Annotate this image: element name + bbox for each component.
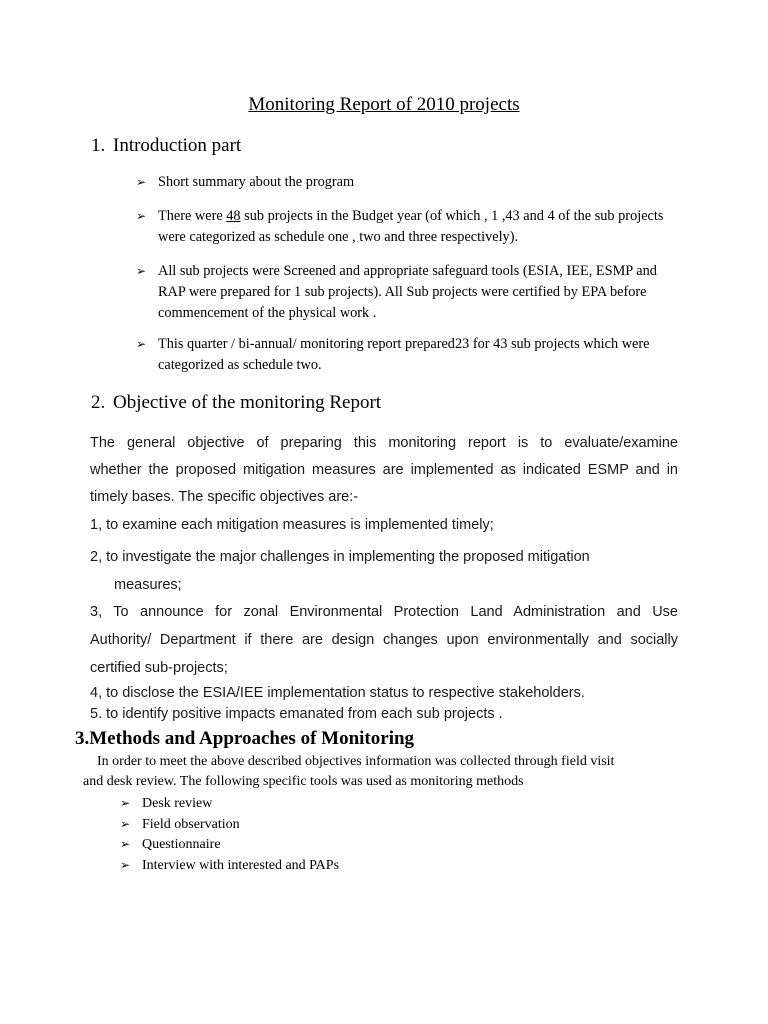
objective-4: 4, to disclose the ESIA/IEE implementation status to respective stakeholders.	[90, 685, 585, 701]
section-3-heading	[75, 728, 414, 750]
arrow-bullet-icon: ➢	[120, 858, 131, 872]
objective-paragraph-line: whether the proposed mitigation measures are implemented as indicated ESMP and in	[90, 462, 678, 478]
objective-3	[90, 598, 678, 682]
section-2-title: Objective of the monitoring Report	[113, 392, 382, 413]
tool-item	[120, 855, 339, 876]
methods-intro	[83, 752, 677, 792]
intro-bullet-4-text: This quarter / bi-annual/ monitoring report prepared23 for 43 sub projects which were categorized as schedule two.	[158, 336, 650, 373]
intro-bullet-1	[136, 172, 676, 193]
tool-label: Interview with interested and PAPs	[142, 858, 340, 873]
objective-paragraph	[90, 430, 678, 511]
section-1-number: 1.	[91, 135, 106, 156]
objective-3-line: 3, To announce for zonal Environmental Protection Land Administration and Use	[90, 604, 678, 620]
arrow-bullet-icon: ➢	[136, 209, 147, 223]
intro-bullet-2	[136, 206, 676, 248]
methods-intro-line: In order to meet the above described objectives information was collected through field visit	[97, 754, 615, 769]
objective-1: 1, to examine each mitigation measures is implemented timely;	[90, 517, 494, 533]
section-2-number: 2.	[91, 392, 106, 413]
arrow-bullet-icon: ➢	[136, 337, 147, 351]
intro-bullet-3	[136, 261, 676, 324]
objective-2	[90, 543, 678, 599]
project-count: 48	[226, 208, 241, 224]
intro-bullet-2-text	[136, 206, 676, 248]
tool-item	[120, 793, 212, 814]
arrow-bullet-icon: ➢	[120, 817, 131, 831]
tool-item	[120, 834, 221, 855]
intro-bullet-2-prefix: There were	[158, 208, 227, 224]
intro-bullet-3-text: All sub projects were Screened and appropriate safeguard tools (ESIA, IEE, ESMP and RAP were prepared for 1 sub projects). All Sub projects were certified by EPA before commencement of the physical work .	[158, 263, 657, 321]
tool-label: Field observation	[142, 817, 240, 832]
intro-bullet-1-text: Short summary about the program	[158, 174, 355, 190]
objective-3-line: Authority/ Department if there are design changes upon environmentally and socially	[90, 632, 678, 648]
tool-item	[120, 814, 240, 835]
arrow-bullet-icon: ➢	[120, 837, 131, 851]
methods-intro-line: and desk review. The following specific tools was used as monitoring methods	[83, 774, 524, 789]
tool-label: Questionnaire	[142, 837, 221, 852]
intro-bullet-4	[136, 334, 676, 376]
section-3-number: 3.	[75, 728, 90, 749]
document-title: Monitoring Report of 2010 projects	[248, 94, 520, 115]
objective-2-line: 2, to investigate the major challenges in implementing the proposed mitigation	[90, 549, 590, 565]
tool-label: Desk review	[142, 796, 213, 811]
objective-3-line: certified sub-projects;	[90, 660, 228, 676]
arrow-bullet-icon: ➢	[136, 264, 147, 278]
section-1-heading	[91, 135, 241, 157]
intro-bullet-2-suffix: sub projects in the Budget year (of which , 1 ,43 and 4 of the sub projects were categorized as schedule one , two and three respectively).	[158, 208, 664, 245]
objective-paragraph-line: timely bases. The specific objectives are:-	[90, 489, 359, 505]
objective-5: 5. to identify positive impacts emanated from each sub projects .	[90, 706, 503, 722]
section-2-heading	[91, 392, 381, 414]
objective-paragraph-line: The general objective of preparing this monitoring report is to evaluate/examine	[90, 435, 678, 451]
section-1-title: Introduction part	[113, 135, 242, 156]
objective-2-line: measures;	[114, 577, 182, 593]
arrow-bullet-icon: ➢	[136, 175, 147, 189]
section-3-title: Methods and Approaches of Monitoring	[89, 728, 415, 749]
arrow-bullet-icon: ➢	[120, 796, 131, 810]
